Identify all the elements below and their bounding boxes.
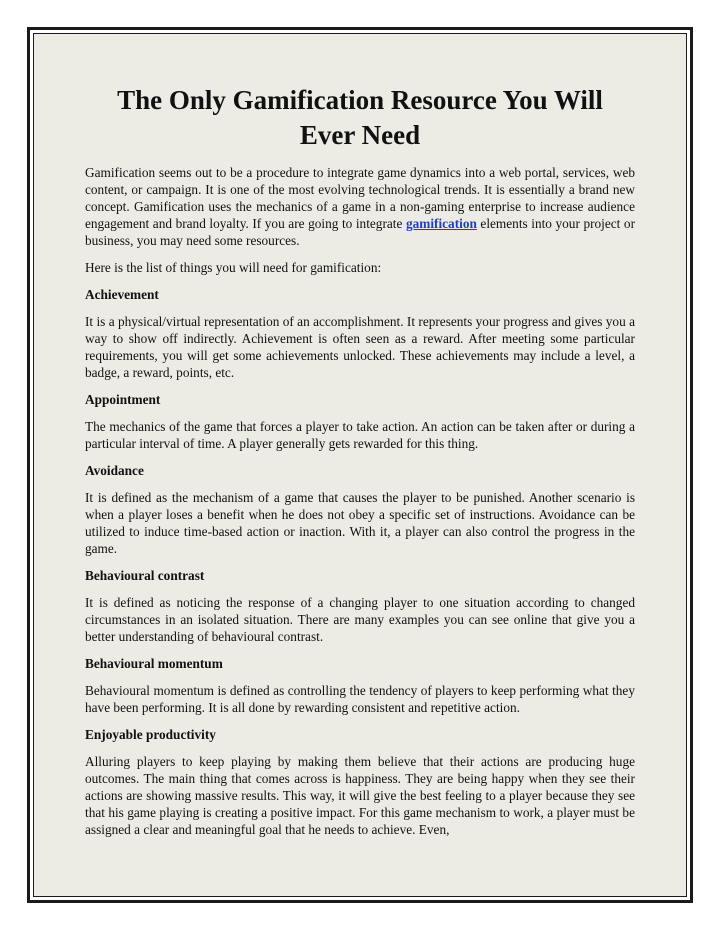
- section-achievement: [85, 286, 635, 381]
- section-heading: Behavioural momentum: [85, 656, 223, 671]
- section-heading: Achievement: [85, 287, 159, 302]
- section-body: The mechanics of the game that forces a player to take action. An action can be taken after or during a particular interval of time. A player generally gets rewarded for this thing.: [85, 419, 635, 451]
- document-content: [85, 83, 635, 848]
- section-heading: Enjoyable productivity: [85, 727, 216, 742]
- section-enjoyable-productivity: [85, 726, 635, 838]
- section-behavioural-momentum: [85, 655, 635, 716]
- section-behavioural-contrast: [85, 567, 635, 645]
- gamification-link[interactable]: gamification: [405, 216, 477, 231]
- intro-text-after-link: elements into your project or business, you may need some resources.: [85, 216, 636, 248]
- intro-paragraph: [85, 164, 635, 249]
- intro-text-before-link: Gamification seems out to be a procedure to integrate game dynamics into a web portal, services, web content, or campaign. It is one of the most evolving technological trends. It is essentially a brand new concept. Gamification uses the mechanics of a game in a non-gaming enterprise to increase audience engagement and brand loyalty. If you are going to integrate: [85, 165, 635, 231]
- section-appointment: [85, 391, 635, 452]
- section-heading: Behavioural contrast: [85, 568, 205, 583]
- section-body: It is defined as the mechanism of a game that causes the player to be punished. Another scenario is when a player loses a benefit when he does not obey a specific set of instructions. Avoidance can be utilized to induce time-based action or inaction. With it, a player can also control the progress in the game.: [85, 490, 635, 556]
- section-body: Alluring players to keep playing by making them believe that their actions are producing huge outcomes. The main thing that comes across is happiness. They are being happy when they see their actions are showing massive results. This way, it will give the best feeling to a player because they see that his game playing is creating a positive impact. For this game mechanism to work, a player must be assigned a clear and meaningful goal that he needs to achieve. Even,: [85, 754, 635, 837]
- section-avoidance: [85, 462, 635, 557]
- section-body: Behavioural momentum is defined as controlling the tendency of players to keep performing what they have been performing. It is all done by rewarding consistent and repetitive action.: [85, 683, 635, 715]
- section-heading: Avoidance: [85, 463, 144, 478]
- section-heading: Appointment: [85, 392, 161, 407]
- section-body: It is a physical/virtual representation of an accomplishment. It represents your progress and gives you a way to show off indirectly. Achievement is often seen as a reward. After meeting some particular requirements, you will get some achievements unlocked. These achievements may include a level, a badge, a reward, points, etc.: [85, 314, 635, 380]
- list-intro-paragraph: Here is the list of things you will need for gamification:: [85, 260, 382, 275]
- section-body: It is defined as noticing the response of a changing player to one situation according to changed circumstances in an isolated situation. There are many examples you can see online that give you a better understanding of behavioural contrast.: [85, 595, 635, 644]
- document-title: The Only Gamification Resource You Will Ever Need: [117, 85, 603, 150]
